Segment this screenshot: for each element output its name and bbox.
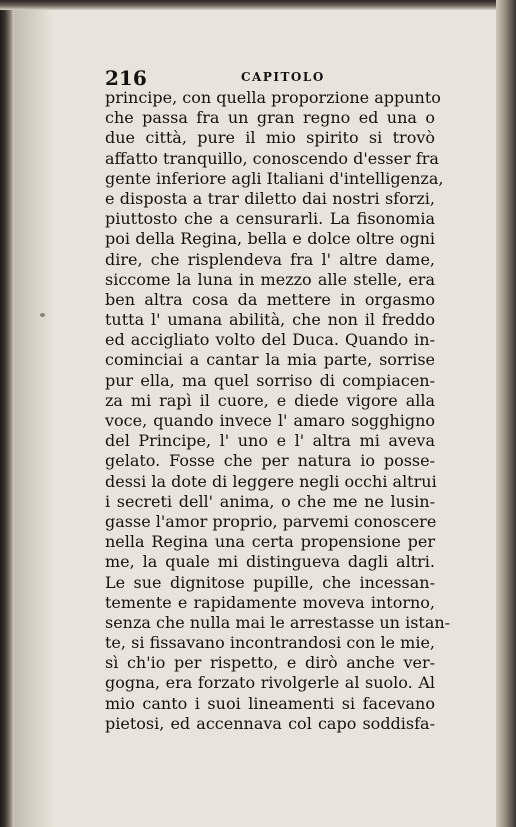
text-line: cominciai a cantar la mia parte, sorrise bbox=[105, 350, 435, 370]
text-line: temente e rapidamente moveva intorno, bbox=[105, 592, 435, 612]
text-line: che passa fra un gran regno ed una o bbox=[105, 108, 435, 128]
text-line: ben altra cosa da mettere in orgasmo bbox=[105, 289, 435, 309]
top-page-edge bbox=[0, 0, 516, 10]
text-line: tutta l' umana abilità, che non il freddo bbox=[105, 310, 435, 330]
paper-speck bbox=[40, 313, 45, 317]
text-line: del Principe, l' uno e l' altra mi aveva bbox=[105, 431, 435, 451]
text-line: affatto tranquillo, conoscendo d'esser fra bbox=[105, 148, 439, 168]
text-line: e disposta a trar diletto dai nostri sforzi, bbox=[105, 188, 435, 208]
text-line: sì ch'io per rispetto, e dirò anche ver- bbox=[105, 653, 435, 673]
page-number: 216 bbox=[105, 66, 147, 90]
text-line: gelato. Fosse che per natura io posse- bbox=[105, 451, 435, 471]
text-line: mio canto i suoi lineamenti si facevano bbox=[105, 693, 435, 713]
running-head: CAPITOLO bbox=[241, 70, 325, 84]
text-line: piuttosto che a censurarli. La fisonomia bbox=[105, 209, 435, 229]
text-line: voce, quando invece l' amaro sogghigno bbox=[105, 411, 435, 430]
text-line: gogna, era forzato rivolgerle al suolo. Al bbox=[105, 673, 435, 693]
text-line: ed accigliato volto del Duca. Quando in- bbox=[105, 330, 435, 350]
gutter-shadow bbox=[14, 0, 54, 827]
text-line: te, si fissavano incontrandosi con le mie, bbox=[105, 633, 435, 653]
text-line: dire, che risplendeva fra l' altre dame, bbox=[105, 249, 435, 269]
text-line: nella Regina una certa propensione per bbox=[105, 532, 435, 552]
text-line: i secreti dell' anima, o che me ne lusin- bbox=[105, 491, 435, 511]
text-line: poi della Regina, bella e dolce oltre ogni bbox=[105, 229, 435, 249]
text-line: za mi rapì il cuore, e diede vigore alla bbox=[105, 390, 435, 410]
text-line: Le sue dignitose pupille, che incessan- bbox=[105, 572, 435, 592]
left-page-edge bbox=[0, 0, 14, 827]
text-line: pur ella, ma quel sorriso di compiacen- bbox=[105, 370, 435, 390]
text-line: gente inferiore agli Italiani d'intelligenza, bbox=[105, 168, 444, 188]
text-line: me, la quale mi distingueva dagli altri. bbox=[105, 552, 435, 572]
right-page-edge bbox=[496, 0, 516, 827]
text-line: senza che nulla mai le arrestasse un istan- bbox=[105, 612, 451, 632]
text-line: gasse l'amor proprio, parvemi conoscere bbox=[105, 511, 437, 531]
text-line: siccome la luna in mezzo alle stelle, era bbox=[105, 269, 435, 289]
text-line: pietosi, ed accennava col capo soddisfa- bbox=[105, 713, 435, 733]
text-line: principe, con quella proporzione appunto bbox=[105, 88, 441, 107]
body-text bbox=[105, 88, 451, 734]
text-line: due città, pure il mio spirito si trovò bbox=[105, 128, 435, 148]
text-line: dessi la dote di leggere negli occhi altrui bbox=[105, 471, 437, 491]
